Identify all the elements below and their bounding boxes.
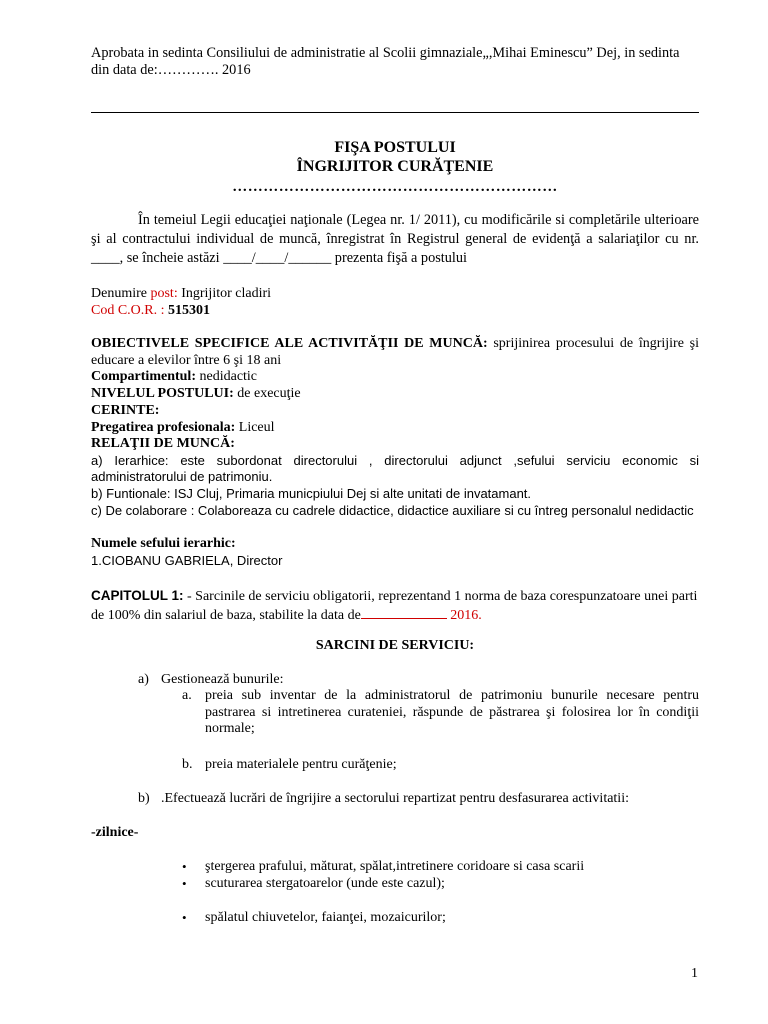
relatii-colaborare: c) De colaborare : Colaboreaza cu cadrele didactice, didactice auxiliare si cu întreg personalul nedidactic bbox=[91, 503, 694, 518]
list-marker: b) bbox=[138, 791, 150, 806]
obiective bbox=[91, 336, 699, 369]
denumire-label: Denumire bbox=[91, 286, 151, 301]
date-blank-line bbox=[361, 606, 447, 619]
nivel-label: NIVELUL POSTULUI: bbox=[91, 386, 234, 401]
relatii-label: RELAŢII DE MUNCĂ: bbox=[91, 436, 235, 451]
bullet-text: spălatul chiuvetelor, faianţei, mozaicurilor; bbox=[205, 910, 446, 925]
obiective-value: sprijinirea procesului de îngrijire şi educare a elevilor între 6 şi 18 ani bbox=[91, 336, 699, 368]
document-title: FIŞA POSTULUI bbox=[334, 139, 456, 156]
denumire-value: Ingrijitor cladiri bbox=[177, 286, 272, 301]
document-subtitle: ÎNGRIJITOR CURĂŢENIE bbox=[296, 158, 494, 175]
bullet-icon: • bbox=[182, 859, 187, 874]
sub-text: preia sub inventar de la administratorul de patrimoniu bunurile necesare pentru pastrarea si intretinerea curateniei, răspunde de păstrarea şi folosirea lor în condiţii normale; bbox=[205, 688, 699, 736]
pregatire bbox=[91, 420, 699, 437]
list-text: .Efectuează lucrări de îngrijire a sectorului repartizat pentru desfasurarea activitatii: bbox=[161, 791, 629, 806]
cod-value: 515301 bbox=[168, 303, 211, 318]
capitol-label: CAPITOLUL 1: bbox=[91, 588, 184, 603]
list-marker: a) bbox=[138, 672, 149, 687]
sub-marker: b. bbox=[182, 757, 193, 772]
compartiment-value: nedidactic bbox=[196, 369, 258, 384]
relatii-functionale: b) Funtionale: ISJ Cluj, Primaria municpiului Dej si alte unitati de invatamant. bbox=[91, 486, 532, 501]
capitol-year: 2016. bbox=[446, 608, 482, 623]
relatii-munca bbox=[91, 436, 699, 453]
bullet-text: scuturarea stergatoarelor (unde este cazul); bbox=[205, 876, 445, 891]
cod-label: Cod C.O.R. : bbox=[91, 303, 169, 318]
approval-note: Aprobata in sedinta Consiliului de administratie al Scolii gimnaziale„,Mihai Eminescu” Dej, in sedinta din data de:…………. 2016 bbox=[91, 45, 680, 78]
list-text: Gestionează bunurile: bbox=[161, 672, 284, 687]
intro-text: În temeiul Legii educaţiei naţionale (Legea nr. 1/ 2011), cu modificările si completările ulterioare şi al contractului individual de muncă, înregistrat în Registrul general de evidenţă a salariaţilor cu nr. ____, se încheie astăzi ____/____/______ prezenta fişă a postului bbox=[91, 212, 699, 266]
page-number: 1 bbox=[691, 966, 698, 981]
bullet-text: ştergerea prafului, măturat, spălat,intretinere coridoare si casa scarii bbox=[205, 859, 585, 874]
nivel-post bbox=[91, 386, 699, 403]
compartiment bbox=[91, 369, 699, 386]
cerinte bbox=[91, 403, 699, 420]
intro-paragraph bbox=[91, 211, 699, 268]
pregatire-label: Pregatirea profesionala: bbox=[91, 420, 236, 435]
cerinte-label: CERINTE: bbox=[91, 403, 160, 418]
title-dotted-line: ……………………………………………………… bbox=[232, 179, 558, 195]
sub-marker: a. bbox=[182, 688, 192, 703]
bullet-icon: • bbox=[182, 876, 187, 891]
capitol-text: - Sarcinile de serviciu obligatorii, reprezentand 1 norma de baza corespunzatoare unei parti de 100% din salariul de baza, stabilite la data de bbox=[91, 589, 698, 623]
obiective-label: OBIECTIVELE SPECIFICE ALE ACTIVITĂŢII DE MUNCĂ: bbox=[91, 336, 488, 351]
nivel-value: de execuţie bbox=[233, 386, 301, 401]
zilnice-label: -zilnice- bbox=[91, 825, 139, 840]
compartiment-label: Compartimentul: bbox=[91, 369, 196, 384]
pregatire-value: Liceul bbox=[235, 420, 275, 435]
post-label: post: bbox=[150, 286, 178, 301]
bullet-icon: • bbox=[182, 910, 187, 925]
sarcini-heading: SARCINI DE SERVICIU: bbox=[315, 638, 475, 653]
sub-text: preia materialele pentru curăţenie; bbox=[205, 757, 397, 772]
sef-value: 1.CIOBANU GABRIELA, Director bbox=[91, 553, 283, 568]
sef-ierarhic bbox=[91, 536, 699, 553]
relatii-ierarhice: a) Ierarhice: este subordonat directorului , directorului adjunct ,sefului serviciu economic si administratorului de patrimoniu. bbox=[91, 453, 699, 484]
denumire-post bbox=[91, 286, 699, 303]
sef-label: Numele sefului ierarhic: bbox=[91, 536, 236, 551]
header-divider bbox=[91, 112, 699, 113]
cod-cor bbox=[91, 303, 699, 320]
capitol-1 bbox=[91, 586, 699, 625]
